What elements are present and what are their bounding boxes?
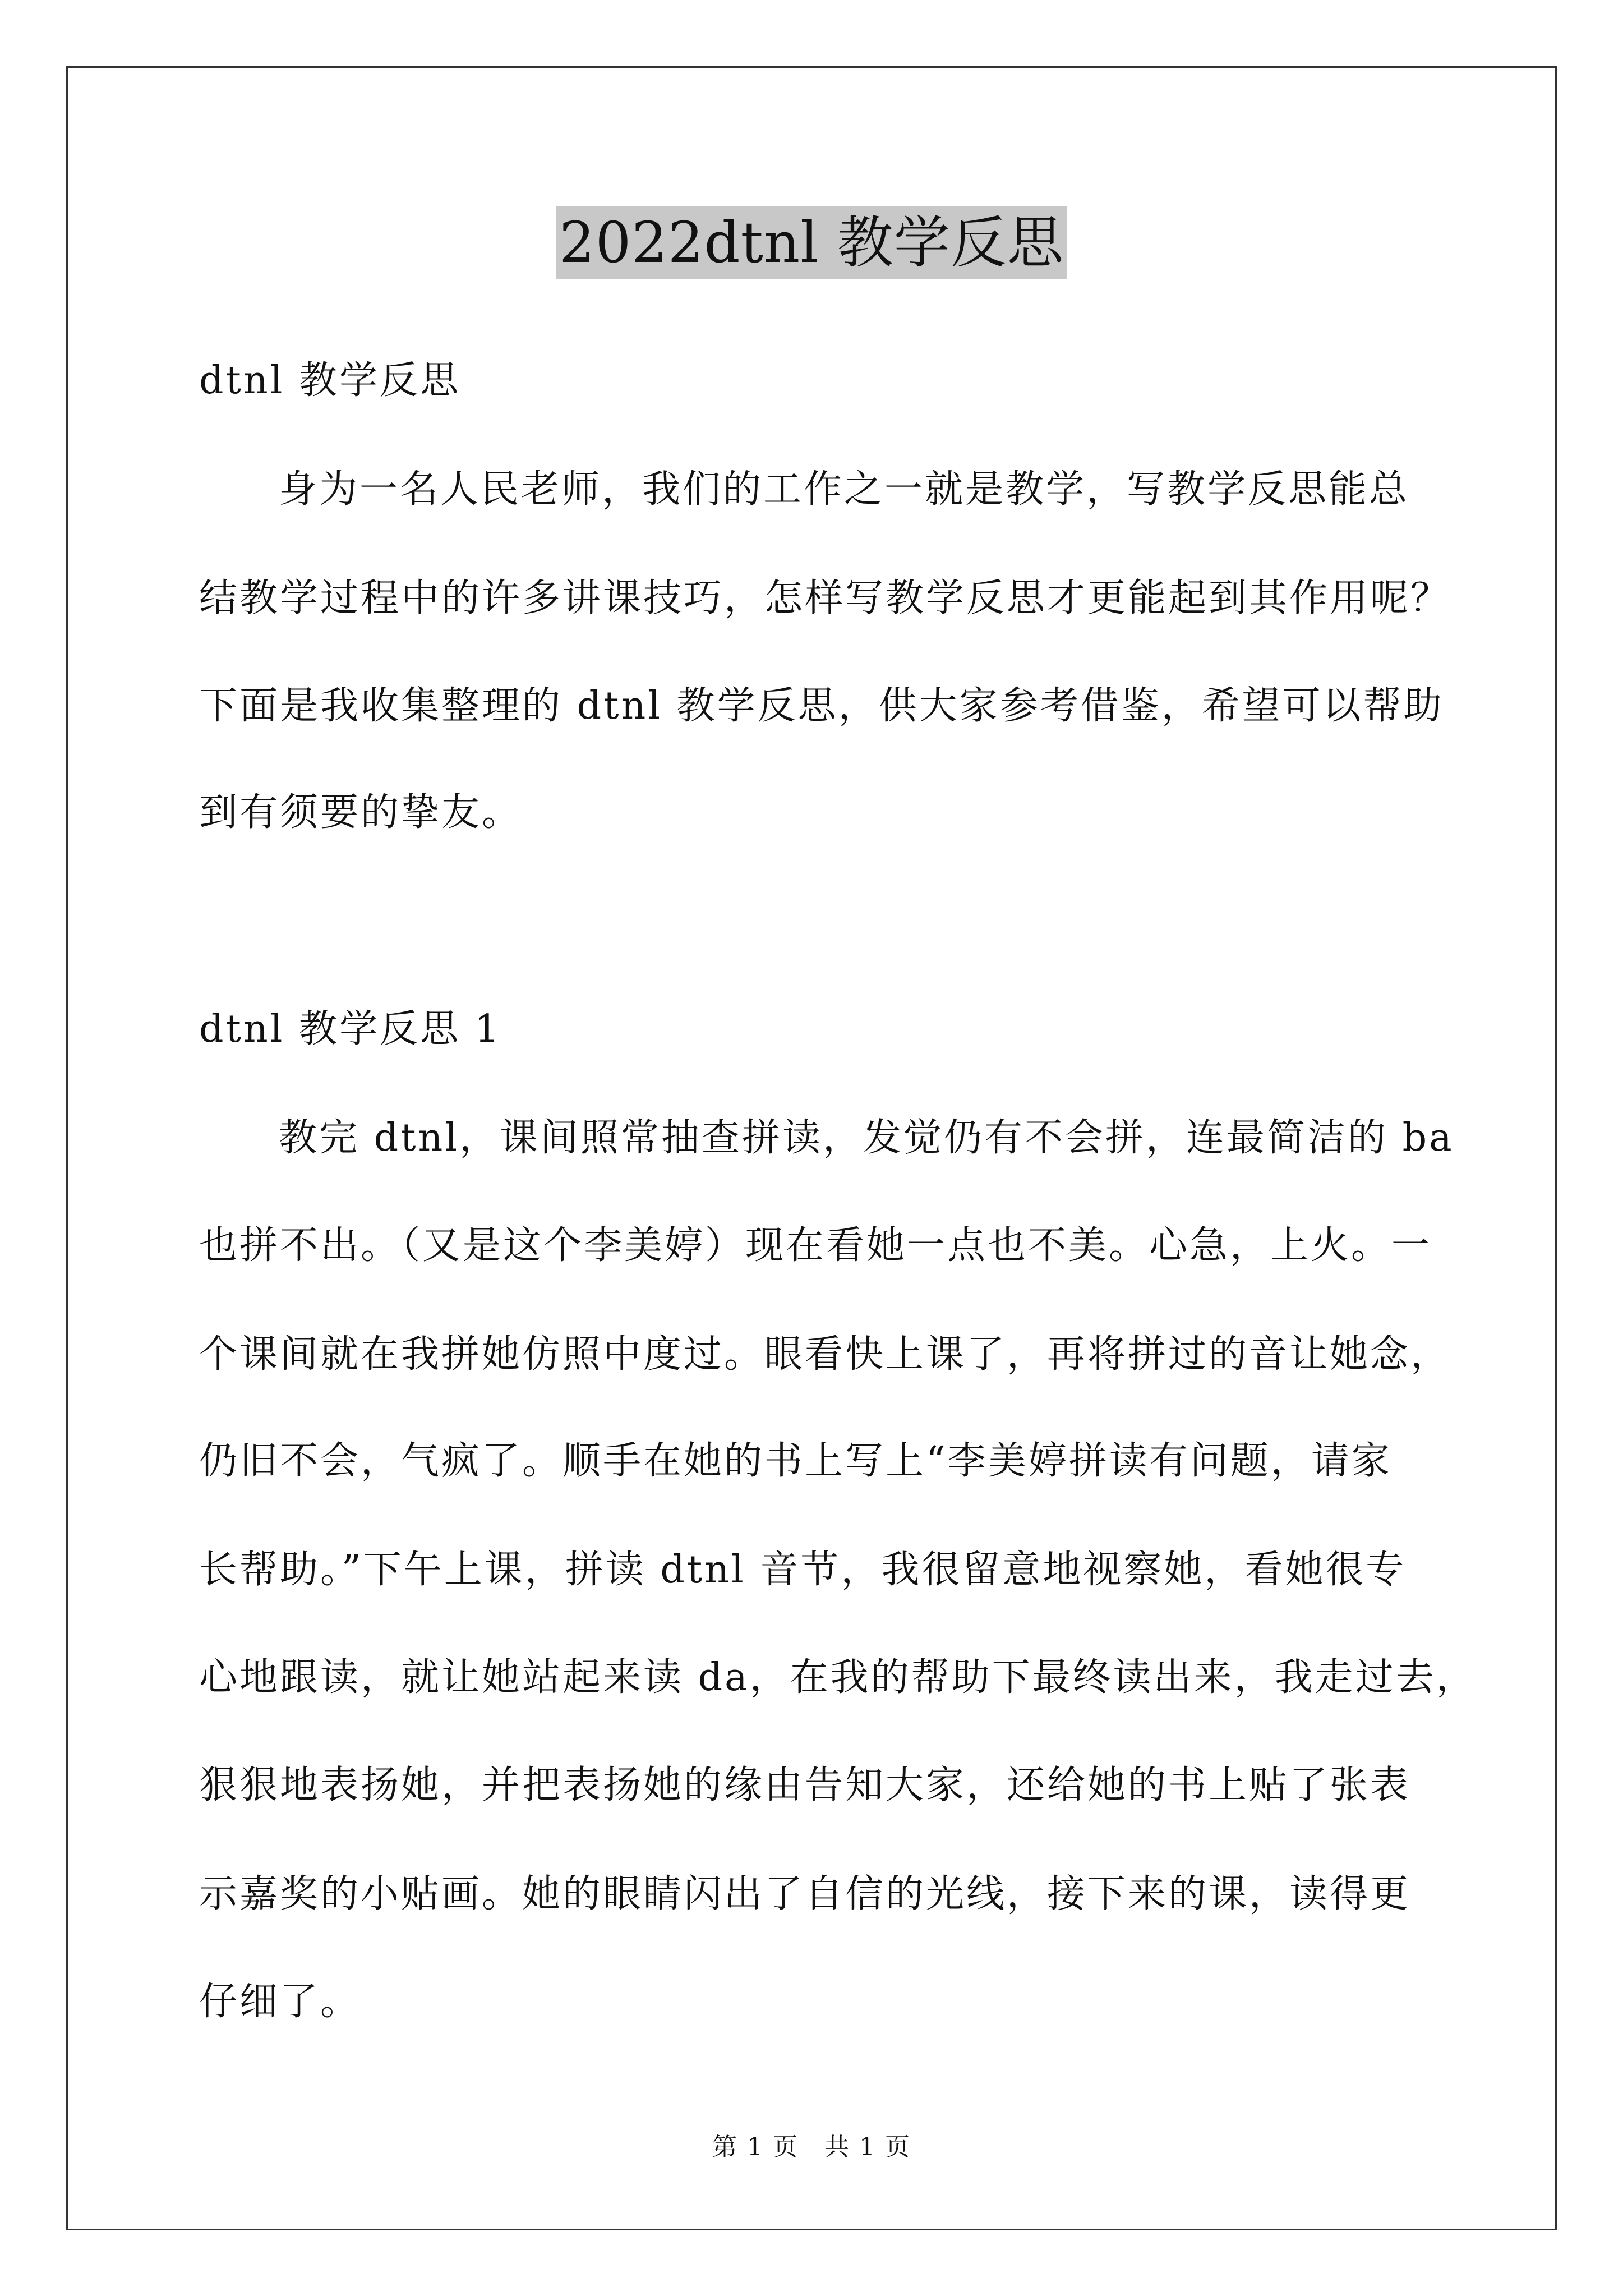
page-footer: 第 1 页 共 1 页 <box>712 2133 911 2161</box>
paragraph-line: 教完 dtnl，课间照常抽查拼读，发觉仍有不会拼，连最简洁的 ba <box>279 1116 1454 1160</box>
paragraph-line: 仔细了。 <box>199 1980 361 2024</box>
paragraph-line: 个课间就在我拼她仿照中度过。眼看快上课了，再将拼过的音让她念， <box>199 1332 1451 1377</box>
document-title: 2022dtnl 教学反思 <box>556 206 1067 279</box>
paragraph-line: 也拼不出。（又是这个李美婷）现在看她一点也不美。心急，上火。一 <box>199 1223 1432 1268</box>
paragraph-line: 下面是我收集整理的 dtnl 教学反思，供大家参考借鉴，希望可以帮助 <box>199 684 1444 728</box>
title-wrap <box>0 206 1623 279</box>
paragraph-line: 示嘉奖的小贴画。她的眼睛闪出了自信的光线，接下来的课，读得更 <box>199 1872 1411 1916</box>
section-heading: dtnl 教学反思 <box>199 358 461 403</box>
paragraph-line: 仍旧不会，气疯了。顺手在她的书上写上“李美婷拼读有问题，请家 <box>199 1439 1392 1483</box>
section-heading: dtnl 教学反思 1 <box>199 1007 501 1051</box>
paragraph-line: 到有须要的挚友。 <box>199 790 523 835</box>
paragraph-line: 长帮助。”下午上课，拼读 dtnl 音节，我很留意地视察她，看她很专 <box>199 1548 1407 1592</box>
paragraph-line: 身为一名人民老师，我们的工作之一就是教学，写教学反思能总 <box>279 467 1410 512</box>
paragraph-line: 结教学过程中的许多讲课技巧，怎样写教学反思才更能起到其作用呢？ <box>199 576 1451 620</box>
paragraph-line: 心地跟读，就让她站起来读 da，在我的帮助下最终读出来，我走过去， <box>199 1655 1477 1700</box>
paragraph-line: 狠狠地表扬她，并把表扬她的缘由告知大家，还给她的书上贴了张表 <box>199 1763 1411 1807</box>
